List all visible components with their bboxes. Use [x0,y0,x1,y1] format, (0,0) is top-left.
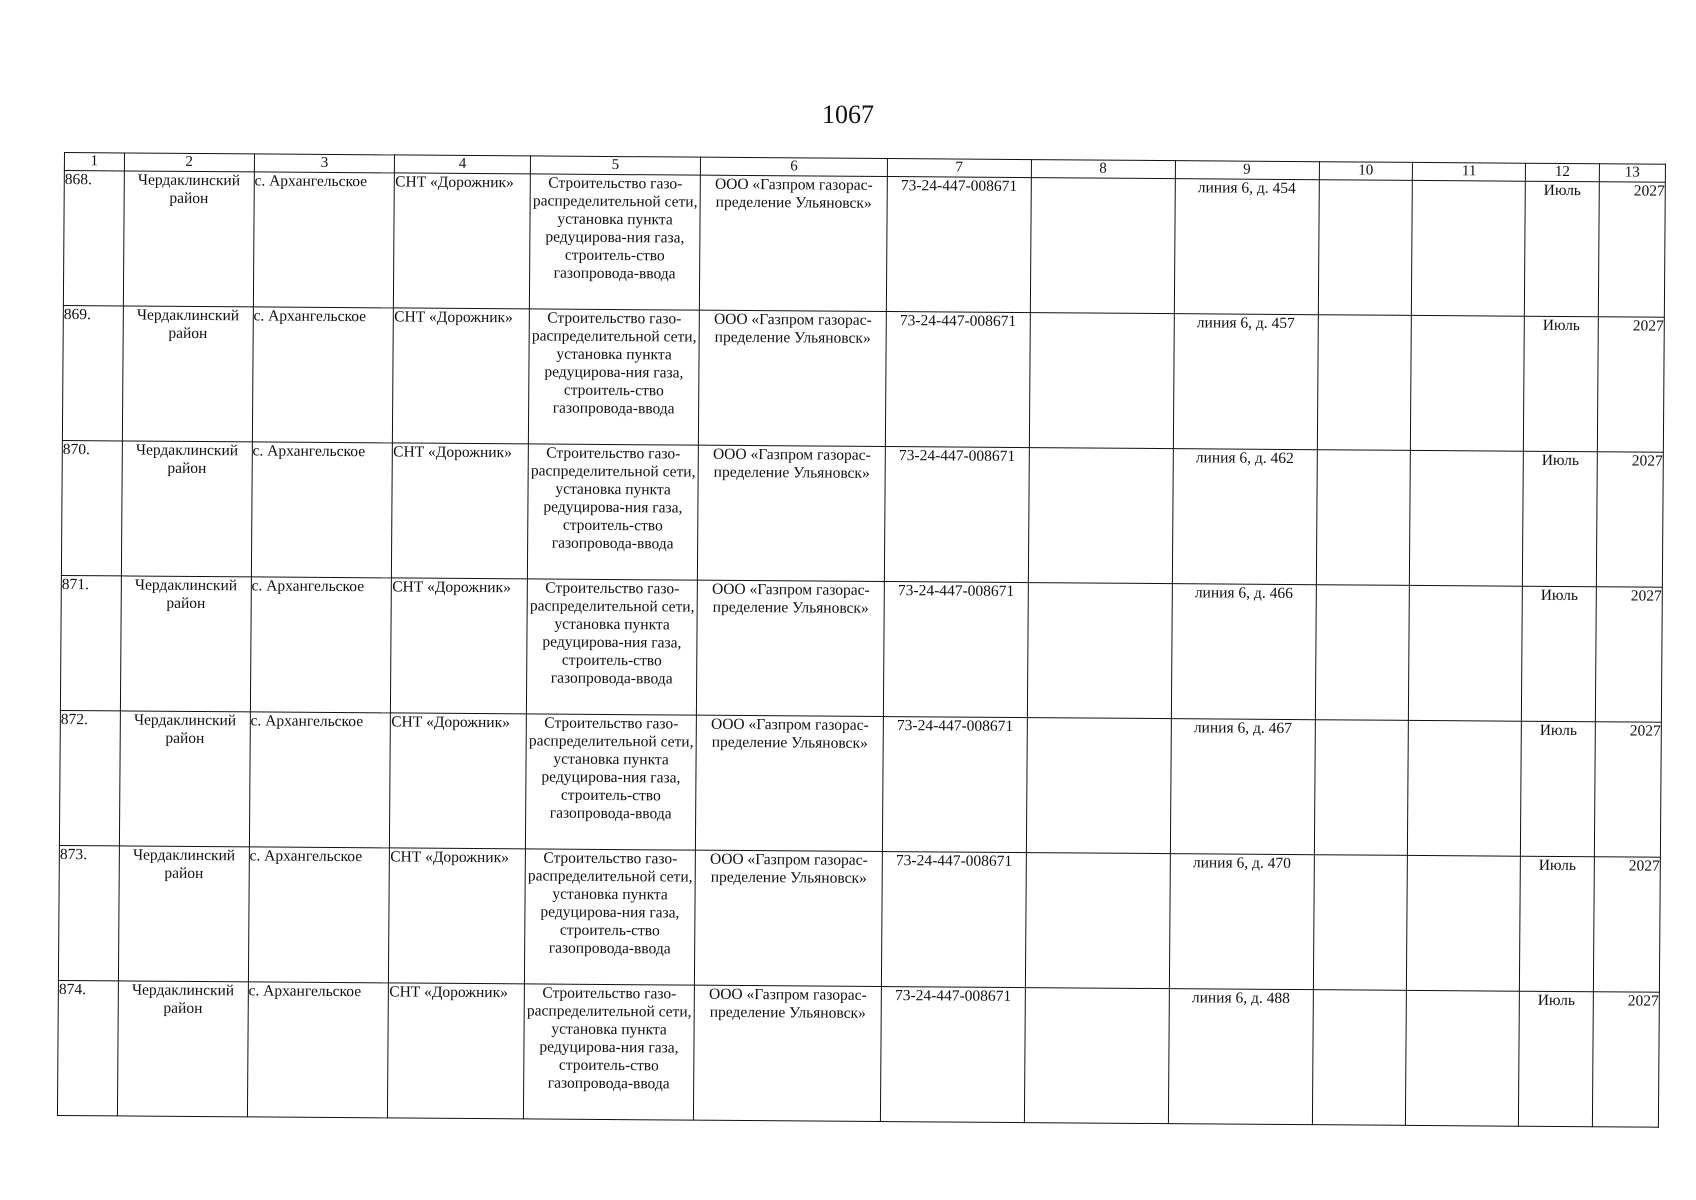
code-cell: 73-24-447-008671 [882,717,1027,853]
organization-cell: ООО «Газпром газорас-пределение Ульяновск» [697,580,885,716]
table-body [57,171,1665,1128]
address-cell: линия 6, д. 467 [1170,719,1315,855]
table-row [60,575,1662,722]
month-cell: Июль [1521,721,1596,857]
district-cell: Чердаклинский район [121,441,252,577]
snt-cell: СНТ «Дорожник» [388,983,524,1119]
organization-cell: ООО «Газпром газорас-пределение Ульяновск» [696,715,884,851]
column-11-cell [1408,720,1522,856]
column-header: 2 [124,153,254,172]
settlement-cell: с. Архангельское [247,982,389,1118]
row-number: 869. [62,305,123,440]
district-cell: Чердаклинский район [118,846,249,982]
district-cell: Чердаклинский район [122,306,253,442]
row-number: 874. [57,980,118,1115]
organization-cell: ООО «Газпром газорас-пределение Ульяновск» [695,850,883,986]
district-cell: Чердаклинский район [123,171,254,307]
address-cell: линия 6, д. 462 [1172,449,1317,585]
address-cell: линия 6, д. 466 [1171,584,1316,720]
settlement-cell: с. Архангельское [249,712,391,848]
district-cell: Чердаклинский район [120,576,251,712]
column-header: 5 [530,156,701,175]
column-header: 9 [1175,161,1319,180]
code-cell: 73-24-447-008671 [886,177,1031,313]
code-cell: 73-24-447-008671 [881,852,1026,988]
settlement-cell: с. Архангельское [248,847,390,983]
work-description-cell: Строительство газо-распределительной сети, установка пункта редуцирова-ния газа, строитель-ство газопровода-ввода [528,309,700,445]
page-number: 1067 [822,100,874,129]
address-cell: линия 6, д. 470 [1169,854,1314,990]
work-description-cell: Строительство газо-распределительной сети, установка пункта редуцирова-ния газа, строитель-ство газопровода-ввода [524,849,696,985]
year-cell: 2027 [1594,722,1661,857]
month-cell: Июль [1520,856,1595,992]
column-8-cell [1027,583,1172,719]
table-row [63,171,1665,318]
settlement-cell: с. Архангельское [251,442,393,578]
work-description-cell: Строительство газо-распределительной сети, установка пункта редуцирова-ния газа, строитель-ство газопровода-ввода [527,444,699,580]
month-cell: Июль [1523,451,1598,587]
district-cell: Чердаклинский район [119,711,250,847]
settlement-cell: с. Архангельское [253,172,395,308]
year-cell: 2027 [1593,857,1660,992]
year-cell: 2027 [1596,452,1663,587]
column-header: 11 [1413,162,1526,181]
column-8-cell [1025,853,1170,989]
table-row [61,440,1663,587]
month-cell: Июль [1522,586,1597,722]
code-cell: 73-24-447-008671 [883,582,1028,718]
column-8-cell [1029,313,1174,449]
month-cell: Июль [1519,991,1594,1127]
column-10-cell [1314,720,1409,856]
snt-cell: СНТ «Дорожник» [391,578,527,714]
snt-cell: СНТ «Дорожник» [390,713,526,849]
column-8-cell [1024,988,1169,1124]
month-cell: Июль [1524,316,1599,452]
column-11-cell [1410,450,1524,586]
column-8-cell [1026,718,1171,854]
table-row [59,710,1661,857]
column-header: 13 [1599,164,1665,182]
snt-cell: СНТ «Дорожник» [393,308,529,444]
organization-cell: ООО «Газпром газорас-пределение Ульяновск» [694,985,882,1121]
column-10-cell [1312,990,1407,1126]
snt-cell: СНТ «Дорожник» [392,443,528,579]
column-11-cell [1406,990,1520,1126]
column-header: 8 [1031,160,1175,179]
snt-cell: СНТ «Дорожник» [389,848,525,984]
column-header: 3 [254,154,395,173]
work-description-cell: Строительство газо-распределительной сети, установка пункта редуцирова-ния газа, строитель-ство газопровода-ввода [526,579,698,715]
column-10-cell [1318,180,1413,316]
year-cell: 2027 [1597,317,1664,452]
address-cell: линия 6, д. 488 [1168,989,1313,1125]
column-11-cell [1409,585,1523,721]
table-row [62,305,1664,452]
row-number: 868. [63,171,124,306]
code-cell: 73-24-447-008671 [884,447,1029,583]
column-header: 4 [395,155,530,174]
row-number: 870. [61,440,122,575]
address-cell: линия 6, д. 454 [1174,179,1319,315]
work-description-cell: Строительство газо-распределительной сети, установка пункта редуцирова-ния газа, строитель-ство газопровода-ввода [525,714,697,850]
column-8-cell [1030,178,1175,314]
column-10-cell [1315,585,1410,721]
year-cell: 2027 [1595,587,1662,722]
column-header: 12 [1526,163,1600,182]
row-number: 873. [58,845,119,980]
column-10-cell [1316,450,1411,586]
column-header: 10 [1319,162,1413,181]
work-description-cell: Строительство газо-распределительной сети, установка пункта редуцирова-ния газа, строитель-ство газопровода-ввода [529,174,701,310]
organization-cell: ООО «Газпром газорас-пределение Ульяновск» [700,175,888,311]
organization-cell: ООО «Газпром газорас-пределение Ульяновск» [699,310,887,446]
column-11-cell [1411,315,1525,451]
table-row [57,980,1659,1127]
row-number: 872. [59,710,120,845]
address-cell: линия 6, д. 457 [1173,314,1318,450]
code-cell: 73-24-447-008671 [880,987,1025,1123]
district-cell: Чердаклинский район [117,981,248,1117]
column-10-cell [1317,315,1412,451]
settlement-cell: с. Архангельское [252,307,394,443]
month-cell: Июль [1525,181,1600,317]
organization-cell: ООО «Газпром газорас-пределение Ульяновск» [698,445,886,581]
snt-cell: СНТ «Дорожник» [394,173,530,309]
column-11-cell [1412,180,1526,316]
settlement-cell: с. Архангельское [250,577,392,713]
column-11-cell [1407,855,1521,991]
column-8-cell [1028,448,1173,584]
year-cell: 2027 [1598,182,1665,317]
column-10-cell [1313,855,1408,991]
register-table [57,152,1666,1128]
row-number: 871. [60,575,121,710]
code-cell: 73-24-447-008671 [885,312,1030,448]
work-description-cell: Строительство газо-распределительной сети, установка пункта редуцирова-ния газа, строитель-ство газопровода-ввода [523,984,695,1120]
table-row [58,845,1660,992]
column-header: 6 [701,157,888,176]
column-header: 7 [887,159,1031,178]
column-header: 1 [64,153,124,171]
year-cell: 2027 [1592,992,1659,1127]
